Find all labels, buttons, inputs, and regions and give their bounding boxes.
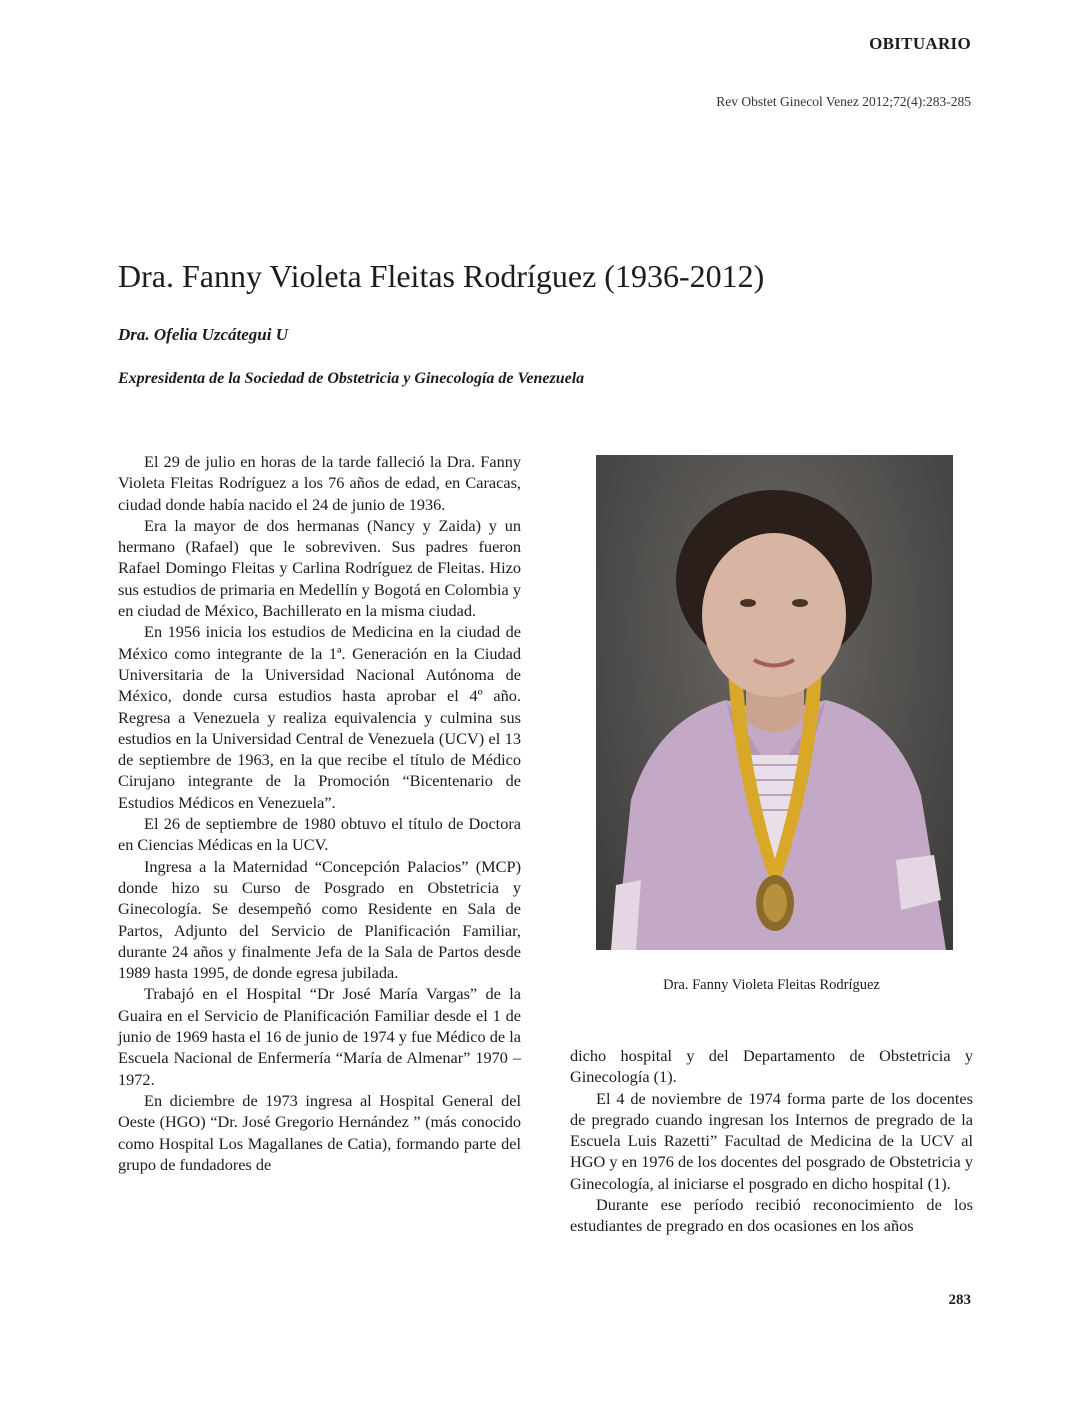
citation: Rev Obstet Ginecol Venez 2012;72(4):283-285 xyxy=(716,94,971,109)
paragraph: El 29 de julio en horas de la tarde falleció la Dra. Fanny Violeta Fleitas Rodríguez a los 76 años de edad, en Caracas, ciudad donde había nacido el 24 de junio de 1936. xyxy=(118,452,521,514)
article-author: Dra. Ofelia Uzcátegui U xyxy=(118,325,288,344)
body-column-left xyxy=(118,451,521,1175)
paragraph: Era la mayor de dos hermanas (Nancy y Zaida) y un hermano (Rafael) que le sobreviven. Sus padres fueron Rafael Domingo Fleitas y Carlina Rodríguez de Fleitas. Hizo sus estudios de primaria en Medellín y Bogotá en Colombia y en ciudad de México, Bachillerato en la misma ciudad. xyxy=(118,515,521,621)
paragraph: Durante ese período recibió reconocimiento de los estudiantes de pregrado en dos ocasiones en los años xyxy=(570,1195,973,1236)
portrait-photo xyxy=(596,455,953,950)
paragraph: El 26 de septiembre de 1980 obtuvo el título de Doctora en Ciencias Médicas en la UCV. xyxy=(118,814,521,855)
page-number: 283 xyxy=(948,1292,971,1308)
author-affiliation: Expresidenta de la Sociedad de Obstetricia y Ginecología de Venezuela xyxy=(118,370,585,387)
article-title: Dra. Fanny Violeta Fleitas Rodríguez (1936-2012) xyxy=(118,258,765,294)
paragraph: Ingresa a la Maternidad “Concepción Palacios” (MCP) donde hizo su Curso de Posgrado en Obstetricia y Ginecología. Se desempeñó como Residente en Sala de Partos, Adjunto del Servicio de Planificación Familiar, durante 24 años y finalmente Jefa de la Sala de Partos desde 1989 hasta 1995, de donde egresa jubilada. xyxy=(118,856,521,983)
photo-caption: Dra. Fanny Violeta Fleitas Rodríguez xyxy=(663,977,880,993)
paragraph: En diciembre de 1973 ingresa al Hospital General del Oeste (HGO) “Dr. José Gregorio Hernández ” (más conocido como Hospital Los Magallanes de Catia), formando parte del grupo de fundadores de xyxy=(118,1090,521,1174)
paragraph: Trabajó en el Hospital “Dr José María Vargas” de la Guaira en el Servicio de Planificación Familiar desde el 1 de junio de 1969 hasta el 16 de junio de 1974 y fue Médico de la Escuela Nacional de Enfermería “María de Almenar” 1970 – 1972. xyxy=(118,984,521,1089)
paragraph: El 4 de noviembre de 1974 forma parte de los docentes de pregrado cuando ingresan los Internos de pregrado de la Escuela Luis Razetti” Facultad de Medicina de la UCV al HGO y en 1976 de los docentes del posgrado de Obstetricia y Ginecología, al iniciarse el posgrado en dicho hospital (1). xyxy=(570,1088,973,1193)
portrait-illustration xyxy=(596,455,953,950)
paragraph: dicho hospital y del Departamento de Obstetricia y Ginecología (1). xyxy=(570,1046,973,1087)
paragraph: En 1956 inicia los estudios de Medicina en la ciudad de México como integrante de la 1ª. Generación en la Ciudad Universitaria de la Universidad Nacional Autónoma de México, donde cursa estudios hasta aprobar el 4º año. Regresa a Venezuela y realiza equivalencia y culmina sus estudios en la Universidad Central de Venezuela (UCV) el 13 de septiembre de 1963, en la que recibe el título de Médico Cirujano integrante de la Promoción “Bicentenario de Estudios Médicos en Venezuela”. xyxy=(118,622,521,812)
section-label: OBITUARIO xyxy=(869,34,971,53)
body-column-right xyxy=(570,1045,973,1237)
